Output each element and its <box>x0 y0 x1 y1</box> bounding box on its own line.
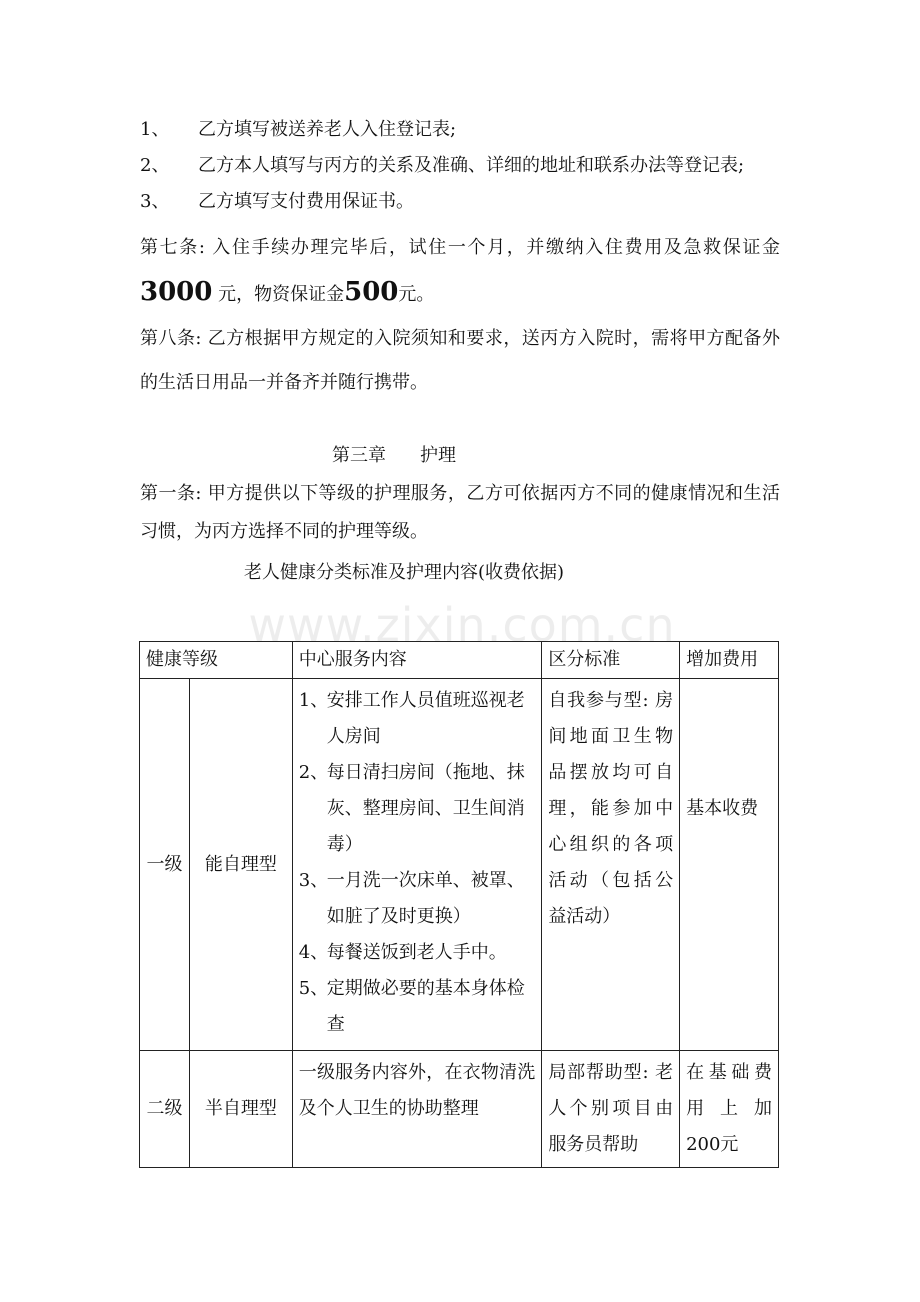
list-number: 3、 <box>140 191 170 212</box>
standard-cell: 局部帮助型: 老人个别项目由服务员帮助 <box>542 1051 680 1168</box>
emergency-deposit-amount: 3000 <box>140 277 213 307</box>
article-7-text-3: 元。 <box>398 284 435 305</box>
service-cell: 一级服务内容外，在衣物清洗及个人卫生的协助整理 <box>292 1051 542 1168</box>
header-standard: 区分标准 <box>542 642 680 679</box>
header-health-level: 健康等级 <box>140 642 293 679</box>
service-number: 5、 <box>298 978 329 999</box>
type-cell: 半自理型 <box>189 1051 292 1168</box>
article-7 <box>140 226 780 317</box>
service-number: 2、 <box>298 762 329 783</box>
service-number: 3、 <box>298 870 329 891</box>
service-cell <box>292 679 542 1051</box>
list-text: 乙方本人填写与丙方的关系及准确、详细的地址和联系办法等登记表; <box>198 155 745 176</box>
service-number: 1、 <box>298 690 329 711</box>
table-header-row <box>140 642 779 679</box>
list-text: 乙方填写支付费用保证书。 <box>198 191 414 212</box>
list-text: 乙方填写被送养老人入住登记表; <box>198 119 457 140</box>
header-extra-fee: 增加费用 <box>680 642 779 679</box>
watermark: www.zixin.com.cn <box>248 598 676 652</box>
standard-cell: 自我参与型: 房间地面卫生物品摆放均可自理，能参加中心组织的各项活动（包括公益活动） <box>542 679 680 1051</box>
material-deposit-amount: 500 <box>344 277 399 307</box>
table-row <box>140 679 779 1051</box>
level-cell: 二级 <box>140 1051 190 1168</box>
service-text: 定期做必要的基本身体检查 <box>326 978 525 1035</box>
table-row <box>140 1051 779 1168</box>
document-body <box>140 112 780 595</box>
article-8: 第八条: 乙方根据甲方规定的入院须知和要求，送丙方入院时，需将甲方配备外的生活日用品一并备齐并随行携带。 <box>140 328 780 393</box>
service-text: 一月洗一次床单、被罩、如脏了及时更换） <box>326 870 525 927</box>
table-title: 老人健康分类标准及护理内容(收费依据) <box>244 562 565 583</box>
article-1: 第一条: 甲方提供以下等级的护理服务，乙方可依据丙方不同的健康情况和生活习惯，为丙方选择不同的护理等级。 <box>140 483 780 542</box>
service-item <box>299 863 536 935</box>
chapter-title: 护理 <box>420 445 456 466</box>
header-service-content: 中心服务内容 <box>292 642 542 679</box>
list-item <box>140 112 780 148</box>
chapter-heading <box>140 437 780 475</box>
service-text: 安排工作人员值班巡视老人房间 <box>326 690 525 747</box>
service-item <box>299 683 536 755</box>
article-7-text-2: 元，物资保证金 <box>218 284 345 305</box>
fee-cell: 基本收费 <box>680 679 779 1051</box>
service-item <box>299 971 536 1043</box>
list-number: 1、 <box>140 119 170 140</box>
service-number: 4、 <box>298 942 329 963</box>
fee-cell: 在基础费用 上 加 200元 <box>680 1051 779 1168</box>
service-item <box>299 935 536 971</box>
article-7-text: 第七条: 入住手续办理完毕后，试住一个月，并缴纳入住费用及急救保证金 <box>140 237 780 258</box>
list-item <box>140 184 780 220</box>
care-level-table <box>139 641 779 1168</box>
level-cell: 一级 <box>140 679 190 1051</box>
service-item <box>299 755 536 863</box>
chapter-number: 第三章 <box>332 445 386 466</box>
type-cell: 能自理型 <box>189 679 292 1051</box>
list-item <box>140 148 780 184</box>
service-text: 每日清扫房间（拖地、抹灰、整理房间、卫生间消毒） <box>326 762 525 855</box>
list-number: 2、 <box>140 155 170 176</box>
service-text: 每餐送饭到老人手中。 <box>326 942 507 963</box>
